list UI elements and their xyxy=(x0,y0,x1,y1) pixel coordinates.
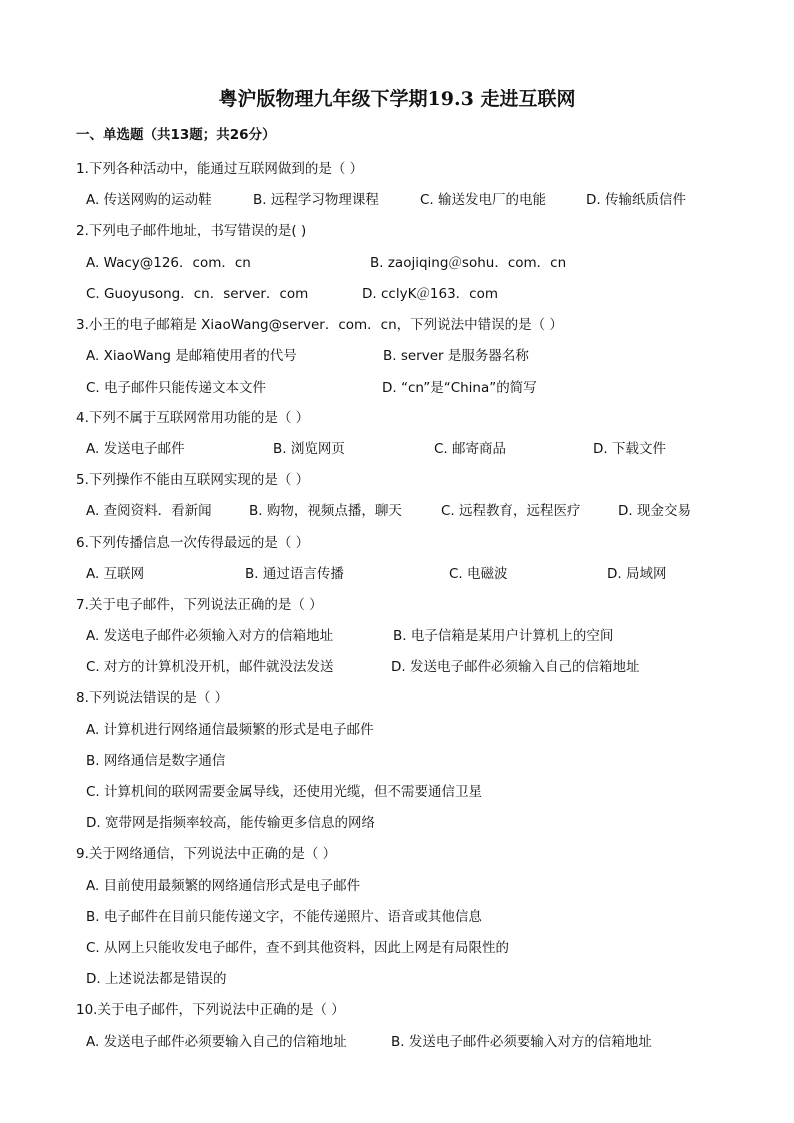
question-option: D. 宽带网是指频率较高，能传输更多信息的网络 xyxy=(86,815,375,831)
question-option: B. 发送电子邮件必须要输入对方的信箱地址 xyxy=(391,1034,652,1050)
question-stem: 4.下列不属于互联网常用功能的是（ ） xyxy=(76,410,310,426)
question-option: D. 下载文件 xyxy=(593,441,666,457)
question-option: B. 浏览网页 xyxy=(273,441,345,457)
question-stem: 3.小王的电子邮箱是 XiaoWang@server．com．cn，下列说法中错误的是（ ） xyxy=(76,317,563,333)
question-option: A. 发送电子邮件必须输入对方的信箱地址 xyxy=(86,628,334,644)
question-option: C. 输送发电厂的电能 xyxy=(420,192,547,208)
question-stem: 5.下列操作不能由互联网实现的是（ ） xyxy=(76,472,310,488)
question-option: C. Guoyusong．cn．server．com xyxy=(86,286,309,302)
question-option: B. 购物，视频点播，聊天 xyxy=(249,503,402,519)
question-option: D. 现金交易 xyxy=(618,503,691,519)
question-option: B. 电子邮件在目前只能传递文字，不能传递照片、语音或其他信息 xyxy=(86,909,482,925)
question-option: D. 传输纸质信件 xyxy=(586,192,686,208)
question-option: D. 发送电子邮件必须输入自己的信箱地址 xyxy=(391,659,640,675)
question-option: B. 网络通信是数字通信 xyxy=(86,753,226,769)
question-option: A. 查阅资料．看新闻 xyxy=(86,503,212,519)
question-option: C. 电子邮件只能传递文本文件 xyxy=(86,380,267,396)
question-stem: 10.关于电子邮件，下列说法中正确的是（ ） xyxy=(76,1002,345,1018)
question-option: A. 互联网 xyxy=(86,566,145,582)
question-option: C. 电磁波 xyxy=(449,566,508,582)
question-option: A. 目前使用最频繁的网络通信形式是电子邮件 xyxy=(86,878,361,894)
question-option: A. 计算机进行网络通信最频繁的形式是电子邮件 xyxy=(86,722,374,738)
question-stem: 6.下列传播信息一次传得最远的是（ ） xyxy=(76,535,310,551)
question-option: B. server 是服务器名称 xyxy=(383,348,529,364)
question-option: D. “cn”是“China”的简写 xyxy=(382,380,537,396)
question-option: B. 电子信箱是某用户计算机上的空间 xyxy=(393,628,614,644)
question-option: B. zaojiqing＠sohu．com．cn xyxy=(370,255,567,271)
question-option: C. 远程教育，远程医疗 xyxy=(441,503,581,519)
question-option: D. 上述说法都是错误的 xyxy=(86,971,227,987)
question-option: C. 计算机间的联网需要金属导线，还使用光缆，但不需要通信卫星 xyxy=(86,784,483,800)
question-stem: 7.关于电子邮件，下列说法正确的是（ ） xyxy=(76,597,323,613)
question-option: B. 远程学习物理课程 xyxy=(253,192,379,208)
question-stem: 8.下列说法错误的是（ ） xyxy=(76,690,229,706)
question-stem: 2.下列电子邮件地址，书写错误的是( ) xyxy=(76,223,307,239)
question-option: A. 发送电子邮件必须要输入自己的信箱地址 xyxy=(86,1034,347,1050)
question-option: D. 局域网 xyxy=(607,566,667,582)
document-title: 粤沪版物理九年级下学期19.3 走进互联网 xyxy=(218,88,576,110)
question-option: A. XiaoWang 是邮箱使用者的代号 xyxy=(86,348,297,364)
question-option: D. cclyK＠163．com xyxy=(362,286,499,302)
question-option: B. 通过语言传播 xyxy=(245,566,344,582)
section-heading: 一、单选题（共13题；共26分） xyxy=(76,127,276,143)
question-stem: 1.下列各种活动中，能通过互联网做到的是（ ） xyxy=(76,161,364,177)
question-option: C. 邮寄商品 xyxy=(434,441,507,457)
question-option: C. 对方的计算机没开机，邮件就没法发送 xyxy=(86,659,334,675)
question-stem: 9.关于网络通信，下列说法中正确的是（ ） xyxy=(76,846,337,862)
question-option: A. Wacy@126．com．cn xyxy=(86,255,251,271)
question-option: A. 传送网购的运动鞋 xyxy=(86,192,212,208)
question-option: C. 从网上只能收发电子邮件，查不到其他资料，因此上网是有局限性的 xyxy=(86,940,510,956)
question-option: A. 发送电子邮件 xyxy=(86,441,185,457)
